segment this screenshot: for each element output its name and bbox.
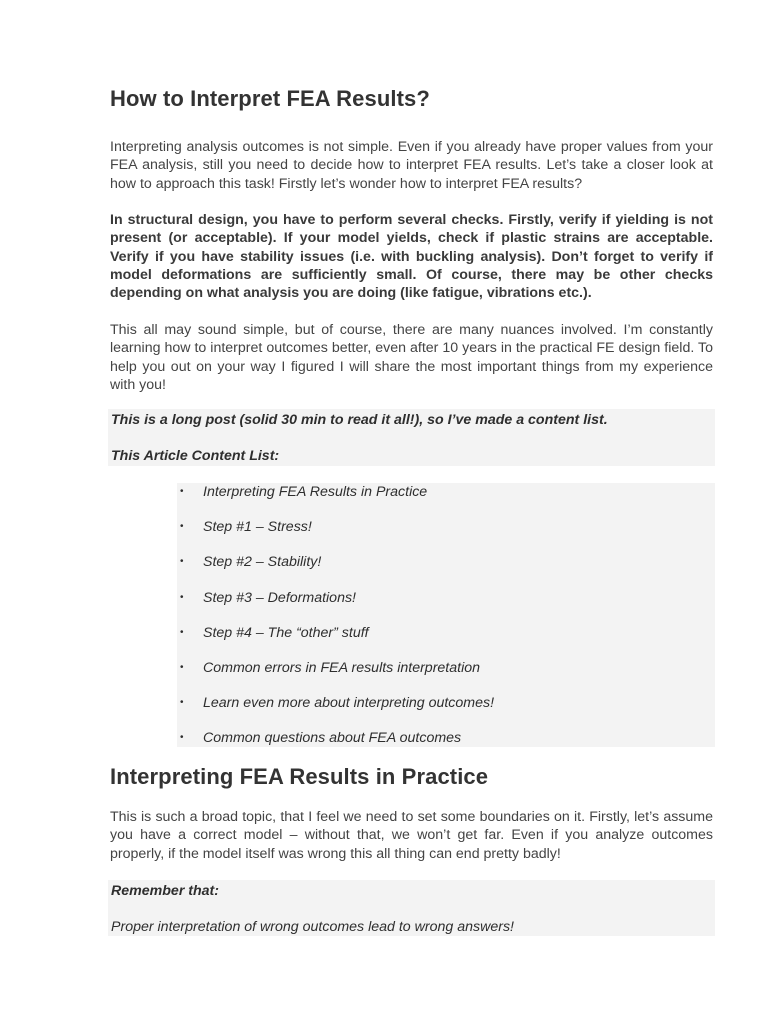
article-title: How to Interpret FEA Results? xyxy=(110,86,430,111)
content-list-heading: This Article Content List: xyxy=(111,448,280,464)
list-item[interactable]: • Step #3 – Deformations! xyxy=(180,589,356,606)
list-item[interactable]: • Step #2 – Stability! xyxy=(180,554,322,571)
checks-paragraph: In structural design, you have to perform several checks. Firstly, verify if yielding is not present (or acceptable). If your model yields, check if plastic strains are acceptable. Verify if you have stability issues (i.e. with buckling analysis). Don’t forget to verify if model deformations are sufficiently small. Of course, there may be other checks depending on what analysis you are doing (like fatigue, vibrations etc.). xyxy=(110,212,713,302)
list-item[interactable]: • Common errors in FEA results interpretation xyxy=(180,659,481,676)
bullet-icon: • xyxy=(180,556,184,568)
bullet-icon: • xyxy=(180,591,184,603)
bullet-icon: • xyxy=(180,732,184,744)
section-heading: Interpreting FEA Results in Practice xyxy=(110,764,489,789)
intro-paragraph: Interpreting analysis outcomes is not simple. Even if you already have proper values from your FEA analysis, still you need to decide how to interpret FEA results. Let’s take a closer look at how to approach this task! Firstly let’s wonder how to interpret FEA results? xyxy=(110,139,713,192)
remember-heading: Remember that: xyxy=(111,883,220,899)
nuances-paragraph: This all may sound simple, but of course, there are many nuances involved. I’m constantly learning how to interpret outcomes better, even after 10 years in the practical FE design field. To help you out on your way I figured I will share the most important things from my experience with you! xyxy=(110,322,713,393)
list-item[interactable]: • Step #1 – Stress! xyxy=(180,519,312,536)
content-list xyxy=(178,482,714,764)
list-item[interactable]: • Learn even more about interpreting outcomes! xyxy=(180,695,495,712)
bullet-icon: • xyxy=(180,697,184,709)
section-paragraph: This is such a broad topic, that I feel we need to set some boundaries on it. Firstly, let’s assume you have a correct model – without that, we won’t get far. Even if you analyze outcomes properly, if the model itself was wrong this all thing can end pretty badly! xyxy=(110,809,713,862)
list-item[interactable]: • Step #4 – The “other” stuff xyxy=(180,624,369,641)
bullet-icon: • xyxy=(180,486,184,497)
bullet-icon: • xyxy=(180,661,184,673)
list-item[interactable]: • Interpreting FEA Results in Practice xyxy=(180,484,428,500)
list-item[interactable]: • Common questions about FEA outcomes xyxy=(180,730,462,747)
bullet-icon: • xyxy=(180,626,184,638)
content-note: This is a long post (solid 30 min to read it all!), so I’ve made a content list. xyxy=(111,412,608,428)
bullet-icon: • xyxy=(180,521,184,533)
remember-text: Proper interpretation of wrong outcomes lead to wrong answers! xyxy=(111,919,514,935)
